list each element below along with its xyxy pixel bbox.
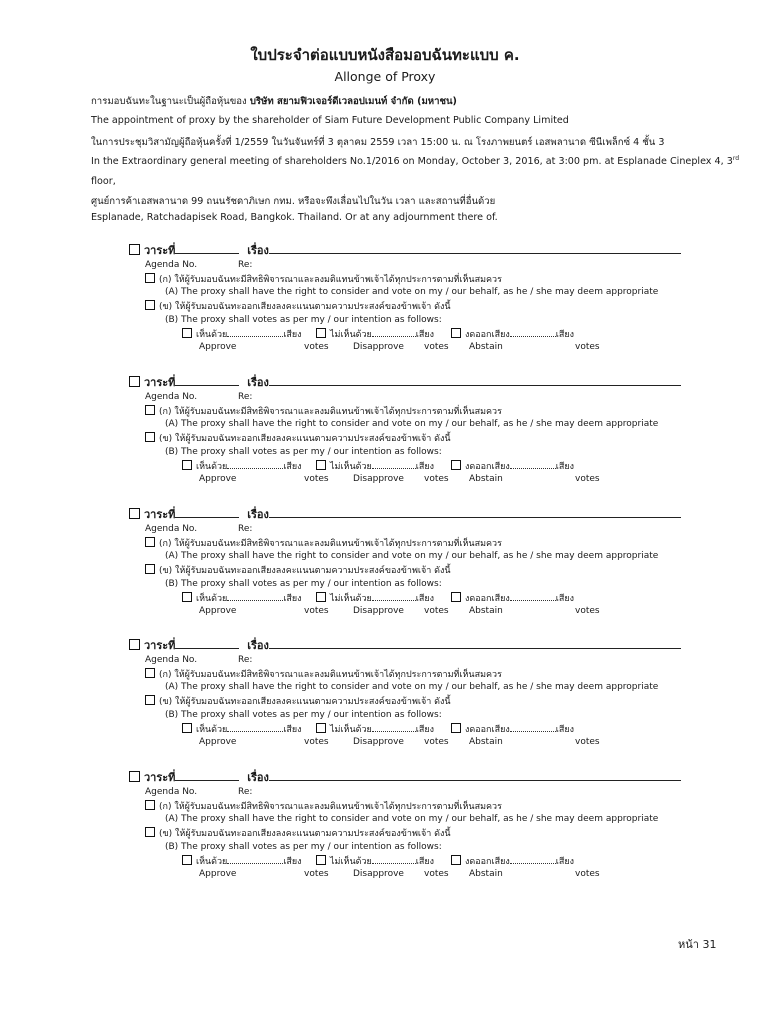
disapprove-option bbox=[316, 722, 434, 736]
abstain-votes-thai: เสียง bbox=[555, 857, 574, 867]
agenda-header bbox=[129, 373, 681, 391]
disapprove-checkbox[interactable] bbox=[316, 328, 326, 338]
agenda-label-english: Agenda No. bbox=[145, 787, 198, 797]
intro-thai-prefix: การมอบฉันทะในฐานะเป็นผู้ถือหุ้นของ bbox=[91, 96, 247, 107]
abstain-checkbox[interactable] bbox=[451, 328, 461, 338]
approve-votes-field[interactable] bbox=[227, 855, 283, 864]
disapprove-label-thai: ไม่เห็นด้วย bbox=[330, 462, 372, 472]
re-label-english: Re: bbox=[238, 392, 253, 402]
abstain-votes-field[interactable] bbox=[510, 460, 556, 469]
agenda-english-labels bbox=[145, 655, 253, 665]
option-a-thai: (ก) ให้ผู้รับมอบฉันทะมีสิทธิพิจารณาและลงมติแทนข้าพเจ้าได้ทุกประการตามที่เห็นสมควร bbox=[159, 539, 502, 549]
abstain-votes-english: votes bbox=[575, 342, 600, 352]
approve-votes-field[interactable] bbox=[227, 328, 283, 337]
disapprove-votes-thai: เสียง bbox=[415, 725, 435, 735]
abstain-label-english: Abstain bbox=[469, 606, 503, 616]
approve-checkbox[interactable] bbox=[182, 328, 192, 338]
agenda-header bbox=[129, 241, 681, 259]
disapprove-checkbox[interactable] bbox=[316, 460, 326, 470]
option-b-english: (B) The proxy shall votes as per my / our intention as follows: bbox=[165, 710, 442, 720]
disapprove-label-english: Disapprove bbox=[353, 474, 404, 484]
disapprove-votes-thai: เสียง bbox=[415, 594, 435, 604]
title-thai: ใบประจำต่อแบบหนังสือมอบฉันทะแบบ ค. bbox=[250, 46, 520, 64]
agenda-block bbox=[0, 768, 770, 898]
disapprove-label-english: Disapprove bbox=[353, 342, 404, 352]
agenda-block bbox=[0, 505, 770, 635]
abstain-label-thai: งดออกเสียง bbox=[465, 330, 510, 340]
approve-label-thai: เห็นด้วย bbox=[196, 857, 228, 867]
option-b-english: (B) The proxy shall votes as per my / our intention as follows: bbox=[165, 842, 442, 852]
option-b-thai-row bbox=[145, 826, 451, 840]
meeting-thai: ในการประชุมวิสามัญผู้ถือหุ้นครั้งที่ 1/2559 ในวันจันทร์ที่ 3 ตุลาคม 2559 เวลา 15:00 น. ณ โรงภาพยนตร์ เอสพลานาด ซีนีเพล็กซ์ 4 ชั้น 3 bbox=[91, 137, 665, 148]
agenda-subject-field[interactable] bbox=[269, 507, 681, 518]
agenda-header bbox=[129, 768, 681, 786]
option-b-thai-row bbox=[145, 299, 451, 313]
abstain-votes-english: votes bbox=[575, 474, 600, 484]
abstain-votes-thai: เสียง bbox=[555, 725, 574, 735]
re-label-thai: เรื่อง bbox=[247, 508, 269, 521]
approve-votes-field[interactable] bbox=[227, 723, 283, 732]
abstain-votes-field[interactable] bbox=[510, 723, 556, 732]
disapprove-votes-field[interactable] bbox=[372, 460, 416, 469]
disapprove-label-thai: ไม่เห็นด้วย bbox=[330, 725, 372, 735]
agenda-checkbox[interactable] bbox=[129, 376, 140, 387]
meeting-english: In the Extraordinary general meeting of shareholders No.1/2016 on Monday, October 3, 2016, at 3:00 pm. at Esplanade Cineplex 4, 3 bbox=[91, 156, 733, 168]
approve-votes-thai: เสียง bbox=[283, 594, 302, 604]
re-label-thai: เรื่อง bbox=[247, 639, 269, 652]
agenda-block bbox=[0, 373, 770, 503]
abstain-label-english: Abstain bbox=[469, 474, 503, 484]
approve-label-english: Approve bbox=[199, 474, 237, 484]
re-label-thai: เรื่อง bbox=[247, 244, 269, 257]
option-b-thai: (ข) ให้ผู้รับมอบฉันทะออกเสียงลงคะแนนตามความประสงค์ของข้าพเจ้า ดังนี้ bbox=[159, 302, 451, 312]
option-a-thai-row bbox=[145, 536, 502, 550]
disapprove-label-thai: ไม่เห็นด้วย bbox=[330, 594, 372, 604]
abstain-label-english: Abstain bbox=[469, 869, 503, 879]
agenda-label-english: Agenda No. bbox=[145, 392, 198, 402]
disapprove-votes-field[interactable] bbox=[372, 855, 416, 864]
disapprove-votes-thai: เสียง bbox=[415, 857, 435, 867]
agenda-block bbox=[0, 241, 770, 371]
abstain-checkbox[interactable] bbox=[451, 460, 461, 470]
approve-votes-thai: เสียง bbox=[283, 725, 302, 735]
agenda-checkbox[interactable] bbox=[129, 244, 140, 255]
approve-option bbox=[182, 722, 302, 736]
abstain-label-thai: งดออกเสียง bbox=[465, 725, 510, 735]
agenda-number-field[interactable] bbox=[175, 638, 239, 649]
agenda-label-thai: วาระที่ bbox=[144, 244, 176, 257]
disapprove-option bbox=[316, 854, 434, 868]
option-a-checkbox[interactable] bbox=[145, 668, 155, 678]
option-a-thai-row bbox=[145, 667, 502, 681]
disapprove-option bbox=[316, 459, 434, 473]
abstain-option bbox=[451, 854, 574, 868]
disapprove-votes-english: votes bbox=[424, 737, 449, 747]
disapprove-label-thai: ไม่เห็นด้วย bbox=[330, 330, 372, 340]
approve-label-english: Approve bbox=[199, 737, 237, 747]
agenda-header bbox=[129, 505, 681, 523]
venue-thai: ศูนย์การค้าเอสพลานาด 99 ถนนรัชดาภิเษก กทม. หรือจะพึงเลื่อนไปในวัน เวลา และสถานที่อื่นด้วย bbox=[91, 196, 496, 207]
disapprove-votes-english: votes bbox=[424, 869, 449, 879]
option-a-checkbox[interactable] bbox=[145, 405, 155, 415]
abstain-label-english: Abstain bbox=[469, 737, 503, 747]
re-label-english: Re: bbox=[238, 787, 253, 797]
approve-option bbox=[182, 854, 302, 868]
abstain-option bbox=[451, 459, 574, 473]
option-a-thai-row bbox=[145, 404, 502, 418]
option-a-thai: (ก) ให้ผู้รับมอบฉันทะมีสิทธิพิจารณาและลงมติแทนข้าพเจ้าได้ทุกประการตามที่เห็นสมควร bbox=[159, 407, 502, 417]
agenda-label-english: Agenda No. bbox=[145, 655, 198, 665]
option-a-checkbox[interactable] bbox=[145, 273, 155, 283]
approve-votes-field[interactable] bbox=[227, 592, 283, 601]
disapprove-label-english: Disapprove bbox=[353, 606, 404, 616]
disapprove-checkbox[interactable] bbox=[316, 723, 326, 733]
abstain-votes-english: votes bbox=[575, 606, 600, 616]
approve-label-thai: เห็นด้วย bbox=[196, 594, 228, 604]
abstain-option bbox=[451, 722, 574, 736]
disapprove-checkbox[interactable] bbox=[316, 592, 326, 602]
meeting-english-sup: rd bbox=[732, 155, 740, 162]
re-label-thai: เรื่อง bbox=[247, 376, 269, 389]
disapprove-label-english: Disapprove bbox=[353, 869, 404, 879]
meeting-english-cont: floor, bbox=[91, 176, 116, 187]
option-a-thai-row bbox=[145, 799, 502, 813]
agenda-header bbox=[129, 636, 681, 654]
approve-checkbox[interactable] bbox=[182, 855, 192, 865]
re-label-english: Re: bbox=[238, 655, 253, 665]
intro-thai-line bbox=[91, 94, 457, 109]
option-b-thai: (ข) ให้ผู้รับมอบฉันทะออกเสียงลงคะแนนตามความประสงค์ของข้าพเจ้า ดังนี้ bbox=[159, 697, 451, 707]
approve-option bbox=[182, 327, 302, 341]
abstain-votes-field[interactable] bbox=[510, 592, 556, 601]
disapprove-label-thai: ไม่เห็นด้วย bbox=[330, 857, 372, 867]
option-b-checkbox[interactable] bbox=[145, 827, 155, 837]
agenda-label-thai: วาระที่ bbox=[144, 508, 176, 521]
disapprove-option bbox=[316, 591, 434, 605]
option-a-english: (A) The proxy shall have the right to consider and vote on my / our behalf, as he / she may deem appropriate bbox=[165, 287, 659, 297]
disapprove-votes-field[interactable] bbox=[372, 328, 416, 337]
abstain-option bbox=[451, 327, 574, 341]
agenda-subject-field[interactable] bbox=[269, 770, 681, 781]
approve-votes-english: votes bbox=[304, 474, 329, 484]
approve-votes-english: votes bbox=[304, 606, 329, 616]
approve-label-english: Approve bbox=[199, 869, 237, 879]
company-name-english: Siam Future Development Public Company Limited bbox=[324, 115, 569, 126]
agenda-label-english: Agenda No. bbox=[145, 260, 198, 270]
option-b-thai-row bbox=[145, 563, 451, 577]
abstain-votes-field[interactable] bbox=[510, 855, 556, 864]
option-b-checkbox[interactable] bbox=[145, 695, 155, 705]
agenda-english-labels bbox=[145, 392, 253, 402]
agenda-label-thai: วาระที่ bbox=[144, 639, 176, 652]
re-label-english: Re: bbox=[238, 524, 253, 534]
agenda-checkbox[interactable] bbox=[129, 771, 140, 782]
approve-checkbox[interactable] bbox=[182, 723, 192, 733]
approve-votes-thai: เสียง bbox=[283, 462, 302, 472]
approve-votes-english: votes bbox=[304, 342, 329, 352]
abstain-votes-thai: เสียง bbox=[555, 462, 574, 472]
approve-option bbox=[182, 459, 302, 473]
agenda-label-english: Agenda No. bbox=[145, 524, 198, 534]
disapprove-votes-english: votes bbox=[424, 474, 449, 484]
abstain-votes-english: votes bbox=[575, 869, 600, 879]
approve-checkbox[interactable] bbox=[182, 460, 192, 470]
approve-label-thai: เห็นด้วย bbox=[196, 330, 228, 340]
title-english: Allonge of Proxy bbox=[334, 69, 436, 84]
approve-votes-thai: เสียง bbox=[283, 330, 302, 340]
agenda-english-labels bbox=[145, 260, 253, 270]
abstain-votes-thai: เสียง bbox=[555, 330, 574, 340]
agenda-checkbox[interactable] bbox=[129, 508, 140, 519]
option-a-checkbox[interactable] bbox=[145, 537, 155, 547]
disapprove-votes-field[interactable] bbox=[372, 723, 416, 732]
approve-label-english: Approve bbox=[199, 606, 237, 616]
option-b-thai-row bbox=[145, 694, 451, 708]
option-a-thai: (ก) ให้ผู้รับมอบฉันทะมีสิทธิพิจารณาและลงมติแทนข้าพเจ้าได้ทุกประการตามที่เห็นสมควร bbox=[159, 670, 502, 680]
agenda-number-field[interactable] bbox=[175, 243, 239, 254]
option-b-english: (B) The proxy shall votes as per my / our intention as follows: bbox=[165, 447, 442, 457]
option-a-english: (A) The proxy shall have the right to consider and vote on my / our behalf, as he / she may deem appropriate bbox=[165, 682, 659, 692]
agenda-subject-field[interactable] bbox=[269, 375, 681, 386]
approve-label-english: Approve bbox=[199, 342, 237, 352]
re-label-thai: เรื่อง bbox=[247, 771, 269, 784]
option-b-thai: (ข) ให้ผู้รับมอบฉันทะออกเสียงลงคะแนนตามความประสงค์ของข้าพเจ้า ดังนี้ bbox=[159, 434, 451, 444]
disapprove-label-english: Disapprove bbox=[353, 737, 404, 747]
disapprove-votes-thai: เสียง bbox=[415, 462, 435, 472]
re-label-english: Re: bbox=[238, 260, 253, 270]
approve-votes-english: votes bbox=[304, 737, 329, 747]
agenda-subject-field[interactable] bbox=[269, 638, 681, 649]
agenda-english-labels bbox=[145, 787, 253, 797]
approve-checkbox[interactable] bbox=[182, 592, 192, 602]
page-number: หน้า 31 bbox=[678, 938, 717, 951]
option-a-english: (A) The proxy shall have the right to consider and vote on my / our behalf, as he / she may deem appropriate bbox=[165, 419, 659, 429]
abstain-label-english: Abstain bbox=[469, 342, 503, 352]
disapprove-checkbox[interactable] bbox=[316, 855, 326, 865]
option-a-thai: (ก) ให้ผู้รับมอบฉันทะมีสิทธิพิจารณาและลงมติแทนข้าพเจ้าได้ทุกประการตามที่เห็นสมควร bbox=[159, 275, 502, 285]
intro-english-prefix: The appointment of proxy by the shareholder of bbox=[91, 115, 322, 126]
agenda-number-field[interactable] bbox=[175, 375, 239, 386]
option-a-checkbox[interactable] bbox=[145, 800, 155, 810]
agenda-number-field[interactable] bbox=[175, 770, 239, 781]
option-b-english: (B) The proxy shall votes as per my / our intention as follows: bbox=[165, 579, 442, 589]
disapprove-votes-field[interactable] bbox=[372, 592, 416, 601]
intro-english-line bbox=[91, 115, 569, 126]
agenda-block bbox=[0, 636, 770, 766]
disapprove-votes-thai: เสียง bbox=[415, 330, 435, 340]
disapprove-votes-english: votes bbox=[424, 606, 449, 616]
option-b-checkbox[interactable] bbox=[145, 564, 155, 574]
abstain-checkbox[interactable] bbox=[451, 723, 461, 733]
abstain-label-thai: งดออกเสียง bbox=[465, 462, 510, 472]
agenda-label-thai: วาระที่ bbox=[144, 376, 176, 389]
abstain-votes-field[interactable] bbox=[510, 328, 556, 337]
option-a-english: (A) The proxy shall have the right to consider and vote on my / our behalf, as he / she may deem appropriate bbox=[165, 814, 659, 824]
option-b-english: (B) The proxy shall votes as per my / our intention as follows: bbox=[165, 315, 442, 325]
meeting-english-line bbox=[91, 155, 739, 167]
abstain-votes-thai: เสียง bbox=[555, 594, 574, 604]
agenda-subject-field[interactable] bbox=[269, 243, 681, 254]
abstain-label-thai: งดออกเสียง bbox=[465, 594, 510, 604]
disapprove-votes-english: votes bbox=[424, 342, 449, 352]
agenda-label-thai: วาระที่ bbox=[144, 771, 176, 784]
option-a-english: (A) The proxy shall have the right to consider and vote on my / our behalf, as he / she may deem appropriate bbox=[165, 551, 659, 561]
option-b-thai: (ข) ให้ผู้รับมอบฉันทะออกเสียงลงคะแนนตามความประสงค์ของข้าพเจ้า ดังนี้ bbox=[159, 566, 451, 576]
venue-english: Esplanade, Ratchadapisek Road, Bangkok. Thailand. Or at any adjournment there of. bbox=[91, 212, 498, 223]
option-a-thai-row bbox=[145, 272, 502, 286]
option-b-thai: (ข) ให้ผู้รับมอบฉันทะออกเสียงลงคะแนนตามความประสงค์ของข้าพเจ้า ดังนี้ bbox=[159, 829, 451, 839]
option-b-thai-row bbox=[145, 431, 451, 445]
agenda-checkbox[interactable] bbox=[129, 639, 140, 650]
option-b-checkbox[interactable] bbox=[145, 300, 155, 310]
approve-option bbox=[182, 591, 302, 605]
agenda-english-labels bbox=[145, 524, 253, 534]
agenda-number-field[interactable] bbox=[175, 507, 239, 518]
abstain-votes-english: votes bbox=[575, 737, 600, 747]
abstain-label-thai: งดออกเสียง bbox=[465, 857, 510, 867]
company-name-thai: บริษัท สยามฟิวเจอร์ดีเวลอปเมนท์ จำกัด (มหาชน) bbox=[249, 96, 457, 107]
option-a-thai: (ก) ให้ผู้รับมอบฉันทะมีสิทธิพิจารณาและลงมติแทนข้าพเจ้าได้ทุกประการตามที่เห็นสมควร bbox=[159, 802, 502, 812]
approve-votes-field[interactable] bbox=[227, 460, 283, 469]
disapprove-option bbox=[316, 327, 434, 341]
abstain-checkbox[interactable] bbox=[451, 592, 461, 602]
approve-label-thai: เห็นด้วย bbox=[196, 462, 228, 472]
abstain-checkbox[interactable] bbox=[451, 855, 461, 865]
approve-votes-thai: เสียง bbox=[283, 857, 302, 867]
abstain-option bbox=[451, 591, 574, 605]
approve-label-thai: เห็นด้วย bbox=[196, 725, 228, 735]
approve-votes-english: votes bbox=[304, 869, 329, 879]
option-b-checkbox[interactable] bbox=[145, 432, 155, 442]
